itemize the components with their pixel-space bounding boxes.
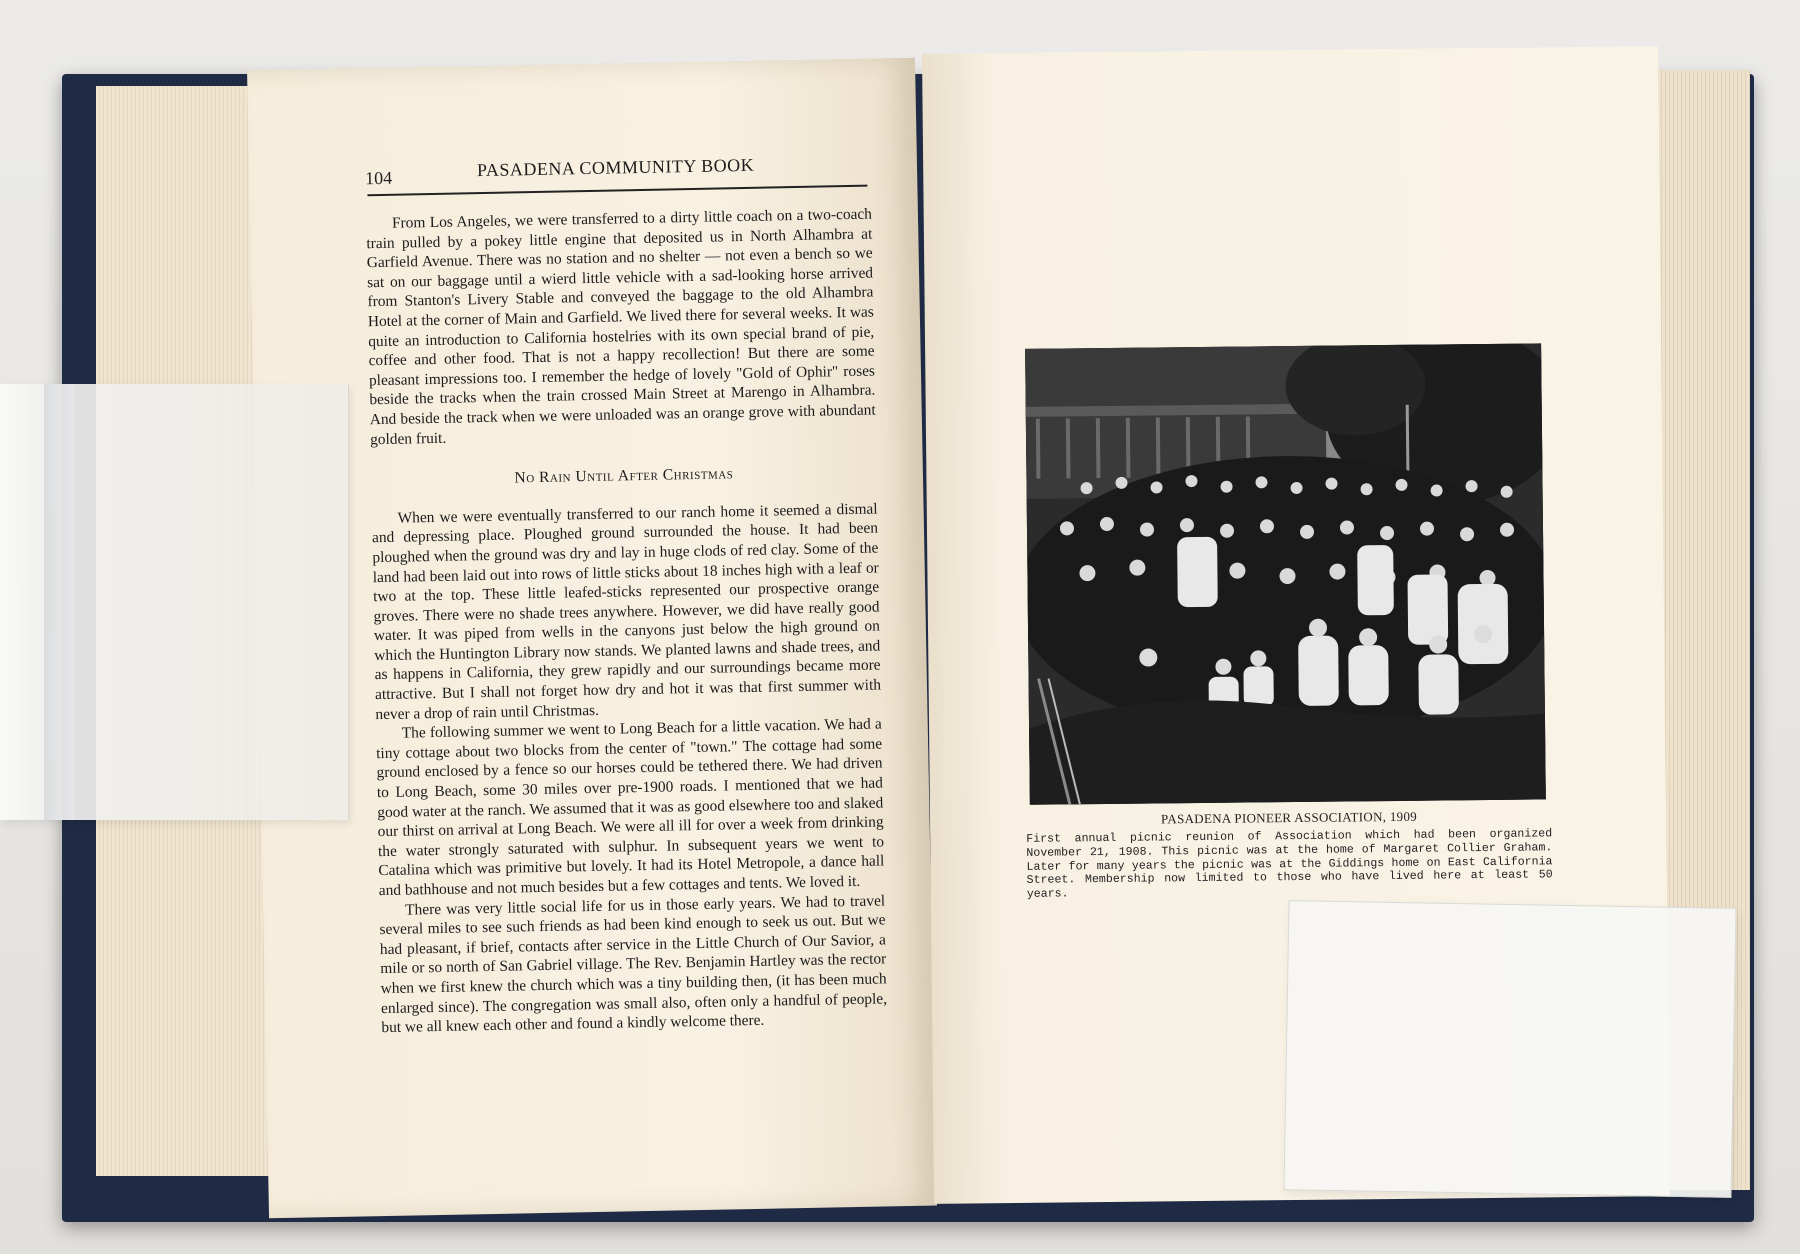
body-text [366, 205, 888, 1038]
photo-caption [1026, 807, 1553, 901]
tissue-slip-right [1284, 900, 1737, 1198]
paragraph: When we were eventually transferred to our ranch home it seemed a dismal and depressing place. Ploughed ground surrounded the house. It had been ploughed when the ground was dry and lay in huge clods of red clay. Some of the land had been laid out into rows of little sticks about 18 inches high with a leaf or two at the top. These little leafed-sticks represented our prospective orange groves. There were no shade trees anywhere. However, we did have really good water. It was piped from wells in the canyons just below the high ground on which the Huntington Library now stands. We planted lawns and shade trees, and as happens in California, they grew rapidly and our surroundings became more attractive. But I shall not forget how dry and hot it was that first summer with never a drop of rain until Christmas. [371, 500, 882, 723]
caption-text: First annual picnic reunion of Association which had been organized November 21, 1908. This picnic was at the home of Margaret Collier Graham. Later for many years the picnic was at the Giddings home on East California Street. Membership now limited to those who have lived here at least 50 years. [1026, 827, 1553, 902]
paragraph: From Los Angeles, we were transferred to a dirty little coach on a two-coach train pulled by a pokey little engine that deposited us in North Alhambra at Garfield Avenue. There was no station and no shelter — not even a bench so we sat on our baggage until a wierd little vehicle with a sad-looking horse arrived from Stanton's Livery Stable and conveyed the baggage to the old Alhambra Hotel at the corner of Main and Garfield. We lived there for several weeks. It was quite an introduction to California hostelries with its own special brand of pie, coffee and other food. That is not a happy recollection! But there are some pleasant impressions too. I remember the hedge of lovely "Gold of Ophir" roses beside the tracks when the train crossed Main Street at Marengo in Alhambra. And beside the track when we were unloaded was an orange grove with abundant golden fruit. [366, 205, 876, 448]
tissue-fold [44, 384, 74, 820]
running-title: PASADENA COMMUNITY BOOK [476, 154, 755, 181]
section-heading: No Rain Until After Christmas [514, 465, 734, 487]
paragraph: There was very little social life for us in those early years. We had to travel several miles to see such friends as had been kind enough to seek us out. But we had pleasant, if brief, contacts after service in the Little Church of Our Savior, a mile or so north of San Gabriel village. The Rev. Benjamin Hartley was the rector when we first knew the church which was a tiny building then, (it has been much enlarged since). The congregation was small also, often only a handful of people, but we all knew each other and found a kindly welcome there. [379, 892, 888, 1037]
running-head [364, 145, 868, 197]
caption-title: PASADENA PIONEER ASSOCIATION, 1909 [1160, 808, 1418, 827]
photo-illustration [1025, 343, 1546, 804]
paragraph: The following summer we went to Long Beach for a little vacation. We had a tiny cottage about two blocks from the center of "town." The cottage had some ground enclosed by a fence so our horses could be tethered there. We had driven to Long Beach, some 30 miles over pre-1900 roads. I mentioned that we had good water at the ranch. We assumed that it was as good elsewhere too and slaked our thirst on arrival at Long Beach. We were all ill for over a week from drinking the water strongly saturated with sulphur. In subsequent years we went to Catalina which was primitive but lovely. It had its Hotel Metropole, a dance hall and bathhouse and not much besides but a few cottages and tents. We loved it. [376, 715, 885, 900]
left-page [247, 58, 937, 1219]
photo-image [1025, 343, 1546, 804]
tissue-slip-left [0, 384, 349, 820]
page-number: 104 [364, 167, 393, 189]
group-photograph [1025, 343, 1546, 804]
